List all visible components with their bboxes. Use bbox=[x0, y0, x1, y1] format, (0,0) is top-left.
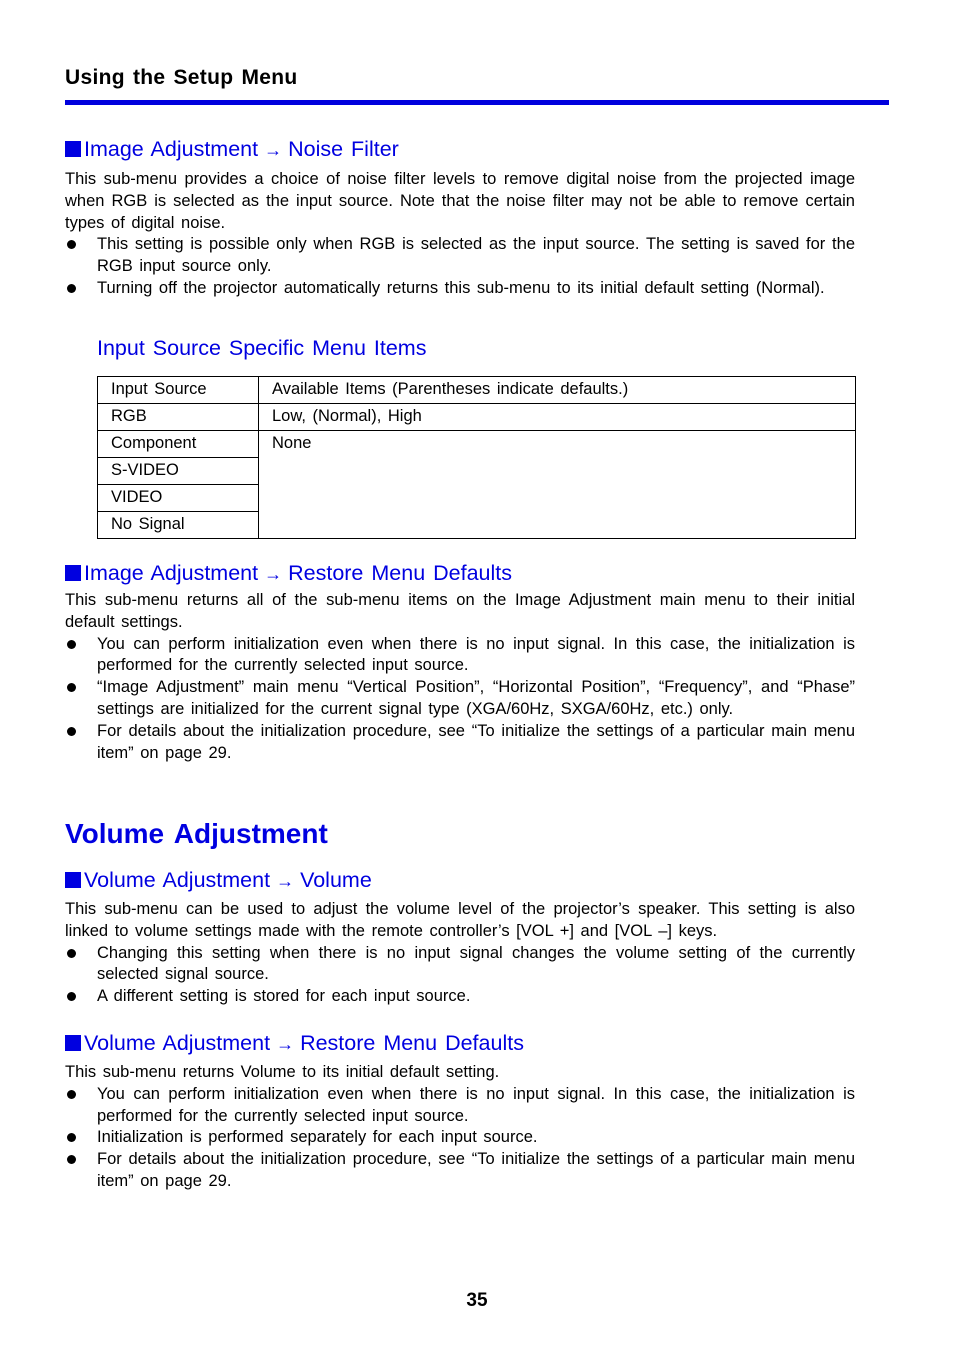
arrow-right-icon: → bbox=[264, 564, 283, 584]
bullet-dot-icon bbox=[67, 1155, 76, 1164]
volume-restore-intro: This sub-menu returns Volume to its initial default setting. bbox=[65, 1063, 500, 1081]
heading-right: Restore Menu Defaults bbox=[300, 1031, 524, 1055]
image-restore-intro: This sub-menu returns all of the sub-menu items on the Image Adjustment main menu to their initial default settings. bbox=[65, 591, 855, 631]
list-item: This setting is possible only when RGB is selected as the input source. The setting is saved for the RGB input source only. bbox=[65, 234, 855, 278]
list-item: You can perform initialization even when there is no input signal. In this case, the initialization is performed for the currently selected input source. bbox=[65, 634, 855, 678]
arrow-right-icon: → bbox=[276, 1034, 295, 1054]
noise-filter-intro: This sub-menu provides a choice of noise filter levels to remove digital noise from the projected image when RGB is selected as the input source. Note that the noise filter may not be able to remove certain types of digital noise. bbox=[65, 170, 855, 232]
bullet-dot-icon bbox=[67, 640, 76, 649]
list-item: For details about the initialization procedure, see “To initialize the settings of a particular main menu item” on page 29. bbox=[65, 721, 855, 765]
list-item: A different setting is stored for each input source. bbox=[65, 986, 855, 1008]
square-bullet-icon bbox=[65, 872, 81, 888]
noise-filter-heading bbox=[65, 136, 855, 163]
volume-restore-heading bbox=[65, 1030, 855, 1057]
table-row bbox=[98, 404, 856, 431]
arrow-right-icon: → bbox=[276, 871, 295, 891]
volume-restore-bullets bbox=[65, 1084, 855, 1193]
volume-heading bbox=[65, 867, 855, 894]
volume-section bbox=[65, 867, 855, 1008]
list-item: You can perform initialization even when there is no input signal. In this case, the initialization is performed for the currently selected input source. bbox=[65, 1084, 855, 1128]
page-number: 35 bbox=[466, 1290, 488, 1311]
image-restore-bullets bbox=[65, 634, 855, 765]
volume-bullets bbox=[65, 943, 855, 1008]
section-title-volume: Volume Adjustment bbox=[65, 818, 328, 849]
bullet-dot-icon bbox=[67, 240, 76, 249]
table-cell-source: No Signal bbox=[98, 512, 259, 539]
table-header-cell: Input Source bbox=[98, 377, 259, 404]
running-header: Using the Setup Menu bbox=[65, 66, 298, 89]
noise-filter-section bbox=[65, 136, 855, 300]
list-item: “Image Adjustment” main menu “Vertical Position”, “Horizontal Position”, “Frequency”, and “Phase” settings are initialized for the current signal type (XGA/60Hz, SXGA/60Hz, etc.) only. bbox=[65, 677, 855, 721]
arrow-right-icon: → bbox=[264, 140, 283, 160]
table-cell-source: VIDEO bbox=[98, 485, 259, 512]
heading-left: Image Adjustment bbox=[84, 561, 259, 585]
volume-restore-section bbox=[65, 1030, 855, 1193]
table-header-row bbox=[98, 377, 856, 404]
bullet-dot-icon bbox=[67, 683, 76, 692]
heading-right: Noise Filter bbox=[288, 137, 399, 161]
table-cell-source: S-VIDEO bbox=[98, 458, 259, 485]
list-item: For details about the initialization procedure, see “To initialize the settings of a particular main menu item” on page 29. bbox=[65, 1149, 855, 1193]
heading-left: Volume Adjustment bbox=[84, 1031, 271, 1055]
image-restore-section bbox=[65, 560, 855, 764]
bullet-dot-icon bbox=[67, 1133, 76, 1142]
heading-left: Volume Adjustment bbox=[84, 868, 271, 892]
image-restore-heading bbox=[65, 560, 855, 587]
bullet-dot-icon bbox=[67, 727, 76, 736]
heading-right: Restore Menu Defaults bbox=[288, 561, 512, 585]
header-rule bbox=[65, 100, 889, 105]
square-bullet-icon bbox=[65, 1035, 81, 1051]
input-source-table bbox=[97, 376, 856, 539]
bullet-dot-icon bbox=[67, 992, 76, 1001]
bullet-dot-icon bbox=[67, 284, 76, 293]
list-item: Initialization is performed separately for each input source. bbox=[65, 1127, 855, 1149]
table-cell-items: Low, (Normal), High bbox=[259, 404, 856, 431]
volume-intro: This sub-menu can be used to adjust the volume level of the projector’s speaker. This setting is also linked to volume settings made with the remote controller’s [VOL +] and [VOL –] keys. bbox=[65, 900, 855, 940]
table-cell-items: None bbox=[259, 431, 856, 539]
table-cell-source: RGB bbox=[98, 404, 259, 431]
bullet-dot-icon bbox=[67, 1090, 76, 1099]
input-table-title: Input Source Specific Menu Items bbox=[97, 336, 427, 360]
square-bullet-icon bbox=[65, 565, 81, 581]
noise-filter-bullets bbox=[65, 234, 855, 299]
list-item: Turning off the projector automatically returns this sub-menu to its initial default setting (Normal). bbox=[65, 278, 855, 300]
list-item: Changing this setting when there is no input signal changes the volume setting of the currently selected signal source. bbox=[65, 943, 855, 987]
square-bullet-icon bbox=[65, 141, 81, 157]
table-cell-source: Component bbox=[98, 431, 259, 458]
heading-right: Volume bbox=[300, 868, 372, 892]
heading-left: Image Adjustment bbox=[84, 137, 259, 161]
bullet-dot-icon bbox=[67, 949, 76, 958]
table-row bbox=[98, 431, 856, 458]
table-header-cell: Available Items (Parentheses indicate defaults.) bbox=[259, 377, 856, 404]
